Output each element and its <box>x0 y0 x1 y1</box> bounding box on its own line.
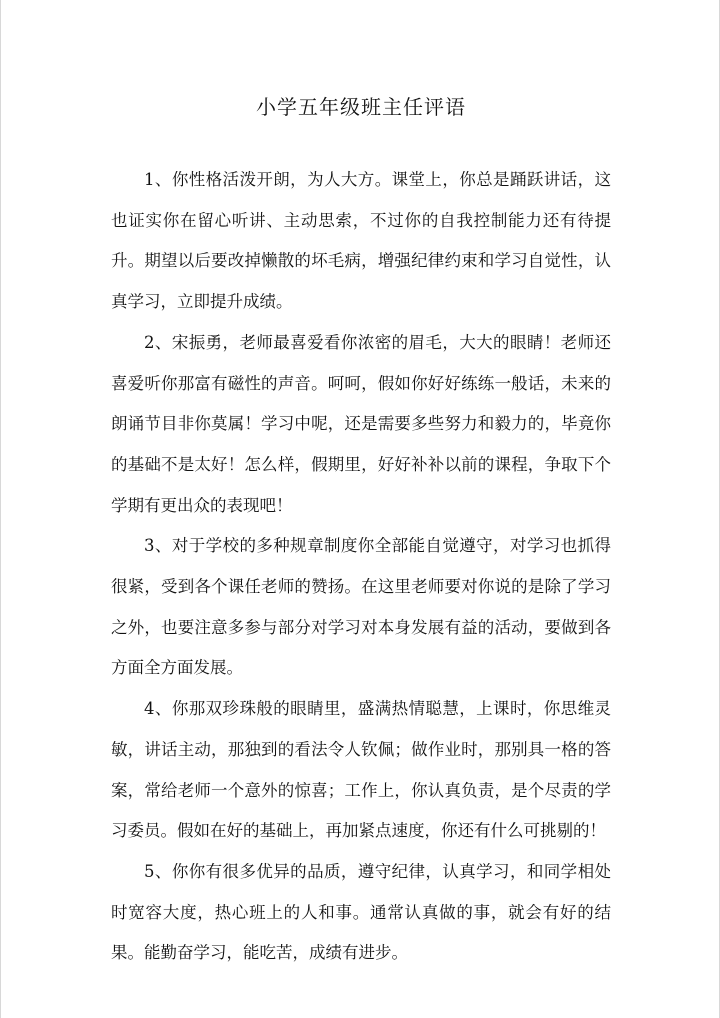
paragraph-4: 4、你那双珍珠般的眼睛里，盛满热情聪慧，上课时，你思维灵敏，讲话主动，那独到的看法令人钦佩；做作业时，那别具一格的答案，常给老师一个意外的惊喜；工作上，你认真负责，是个尽责的学习委员。假如在好的基础上，再加紧点速度，你还有什么可挑剔的！ <box>111 699 611 841</box>
paragraph-5: 5、你你有很多优异的品质，遵守纪律，认真学习，和同学相处时宽容大度，热心班上的人和事。通常认真做的事，就会有好的结果。能勤奋学习，能吃苦，成绩有进步。 <box>111 861 611 963</box>
document-body <box>111 160 611 974</box>
paragraph-1: 1、你性格活泼开朗，为人大方。课堂上，你总是踊跃讲话，这也证实你在留心听讲、主动思索，不过你的自我控制能力还有待提升。期望以后要改掉懒散的坏毛病，增强纪律约束和学习自觉性，认真学习，立即提升成绩。 <box>111 170 611 312</box>
paragraph-2: 2、宋振勇，老师最喜爱看你浓密的眉毛，大大的眼睛！老师还喜爱听你那富有磁性的声音。呵呵，假如你好好练练一般话，未来的朗诵节目非你莫属！学习中呢，还是需要多些努力和毅力的，毕竟你的基础不是太好！怎么样，假期里，好好补补以前的课程，争取下个学期有更出众的表现吧！ <box>111 332 611 515</box>
paragraph-3: 3、对于学校的多种规章制度你全部能自觉遵守，对学习也抓得很紧，受到各个课任老师的赞扬。在这里老师要对你说的是除了学习之外，也要注意多参与部分对学习对本身发展有益的活动，要做到各方面全方面发展。 <box>111 536 611 678</box>
document-title: 小学五年级班主任评语 <box>256 95 466 119</box>
